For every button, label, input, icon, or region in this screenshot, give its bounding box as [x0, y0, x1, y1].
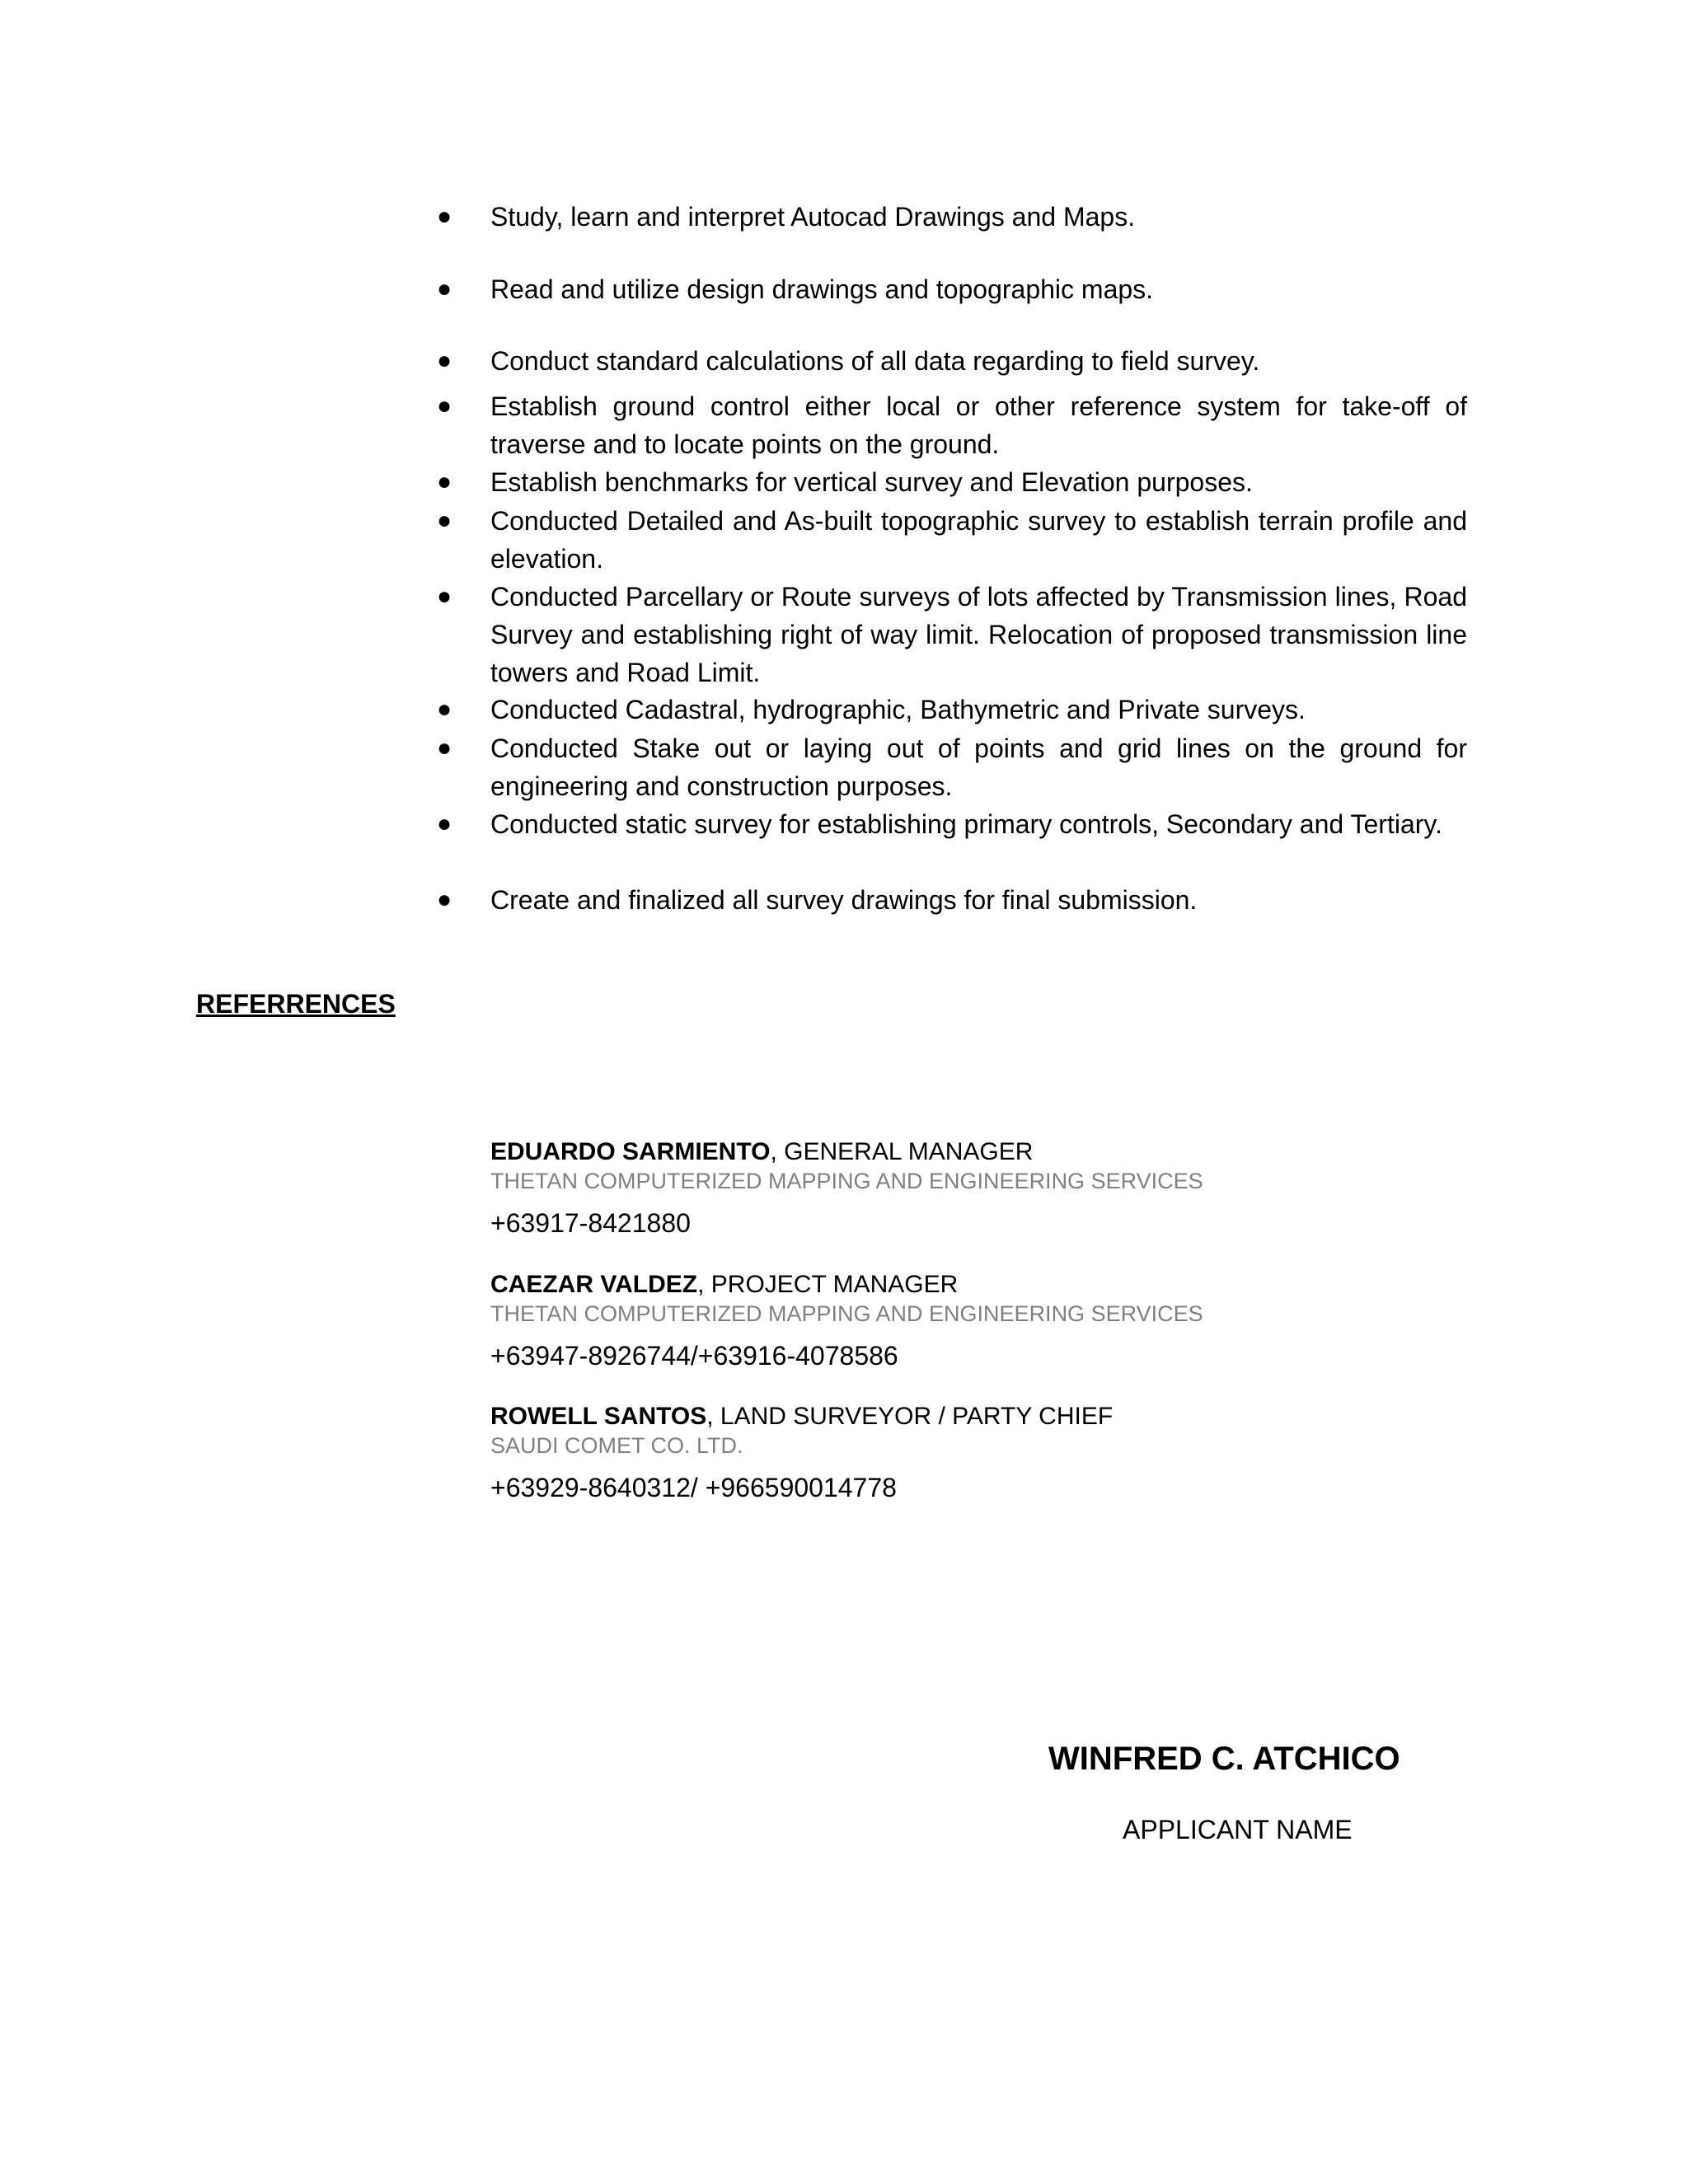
reference-company: SAUDI COMET CO. LTD.	[490, 1433, 743, 1458]
duty-text: Study, learn and interpret Autocad Drawings and Maps.	[490, 202, 1136, 232]
duty-item	[437, 805, 1467, 843]
bullet-icon: ●	[437, 275, 452, 302]
duty-item	[437, 578, 1467, 691]
duty-item	[437, 881, 1467, 919]
references-heading: REFERRENCES	[196, 989, 396, 1019]
reference-title: , PROJECT MANAGER	[697, 1271, 959, 1298]
duty-item	[437, 270, 1467, 308]
applicant-caption: APPLICANT NAME	[1123, 1815, 1353, 1844]
reference-entry	[490, 1137, 1479, 1240]
duty-item	[437, 502, 1467, 578]
duty-item	[437, 387, 1467, 463]
reference-header	[490, 1270, 1479, 1300]
bullet-icon: ●	[437, 583, 452, 610]
reference-title: , GENERAL MANAGER	[770, 1138, 1034, 1165]
reference-header	[490, 1402, 1479, 1432]
duty-text: Conducted Stake out or laying out of points and grid lines on the ground for engineering and construction purposes.	[490, 733, 1467, 801]
bullet-icon: ●	[437, 696, 452, 723]
duty-text: Conducted static survey for establishing primary controls, Secondary and Tertiary.	[490, 809, 1442, 839]
bullet-icon: ●	[437, 203, 452, 230]
bullet-icon: ●	[437, 392, 452, 419]
reference-company: THETAN COMPUTERIZED MAPPING AND ENGINEERING SERVICES	[490, 1169, 1203, 1193]
duty-text: Conducted Cadastral, hydrographic, Bathymetric and Private surveys.	[490, 695, 1306, 724]
applicant-name: WINFRED C. ATCHICO	[1048, 1741, 1400, 1777]
reference-company: THETAN COMPUTERIZED MAPPING AND ENGINEERING SERVICES	[490, 1301, 1203, 1326]
bullet-icon: ●	[437, 507, 452, 534]
duty-text: Conduct standard calculations of all data regarding to field survey.	[490, 346, 1260, 376]
reference-entry	[490, 1270, 1479, 1372]
duty-text: Conducted Parcellary or Route surveys of lots affected by Transmission lines, Road Survey and establishing right of way limit. Relocation of proposed transmission line towers and Road Limit.	[490, 582, 1467, 687]
duty-item	[437, 463, 1467, 501]
bullet-icon: ●	[437, 886, 452, 913]
reference-phone: +63917-8421880	[490, 1208, 691, 1238]
duty-item	[437, 342, 1467, 380]
reference-header	[490, 1137, 1479, 1167]
bullet-icon: ●	[437, 347, 452, 374]
bullet-icon: ●	[437, 468, 452, 495]
reference-name: ROWELL SANTOS	[490, 1403, 707, 1430]
bullet-icon: ●	[437, 810, 452, 837]
reference-name: EDUARDO SARMIENTO	[490, 1138, 771, 1165]
reference-phone: +63947-8926744/+63916-4078586	[490, 1341, 898, 1371]
duty-text: Conducted Detailed and As-built topographic survey to establish terrain profile and elevation.	[490, 506, 1467, 574]
reference-name: CAEZAR VALDEZ	[490, 1271, 698, 1298]
duty-item	[437, 691, 1467, 729]
reference-phone: +63929-8640312/ +966590014778	[490, 1473, 897, 1502]
reference-entry	[490, 1402, 1479, 1504]
duty-text: Establish ground control either local or other reference system for take-off of traverse and to locate points on the ground.	[490, 391, 1467, 459]
duty-text: Read and utilize design drawings and topographic maps.	[490, 274, 1154, 304]
duty-text: Establish benchmarks for vertical survey and Elevation purposes.	[490, 467, 1253, 497]
bullet-icon: ●	[437, 734, 452, 762]
duty-text: Create and finalized all survey drawings for final submission.	[490, 885, 1198, 915]
reference-title: , LAND SURVEYOR / PARTY CHIEF	[706, 1403, 1114, 1430]
duty-item	[437, 198, 1467, 236]
duty-item	[437, 729, 1467, 805]
